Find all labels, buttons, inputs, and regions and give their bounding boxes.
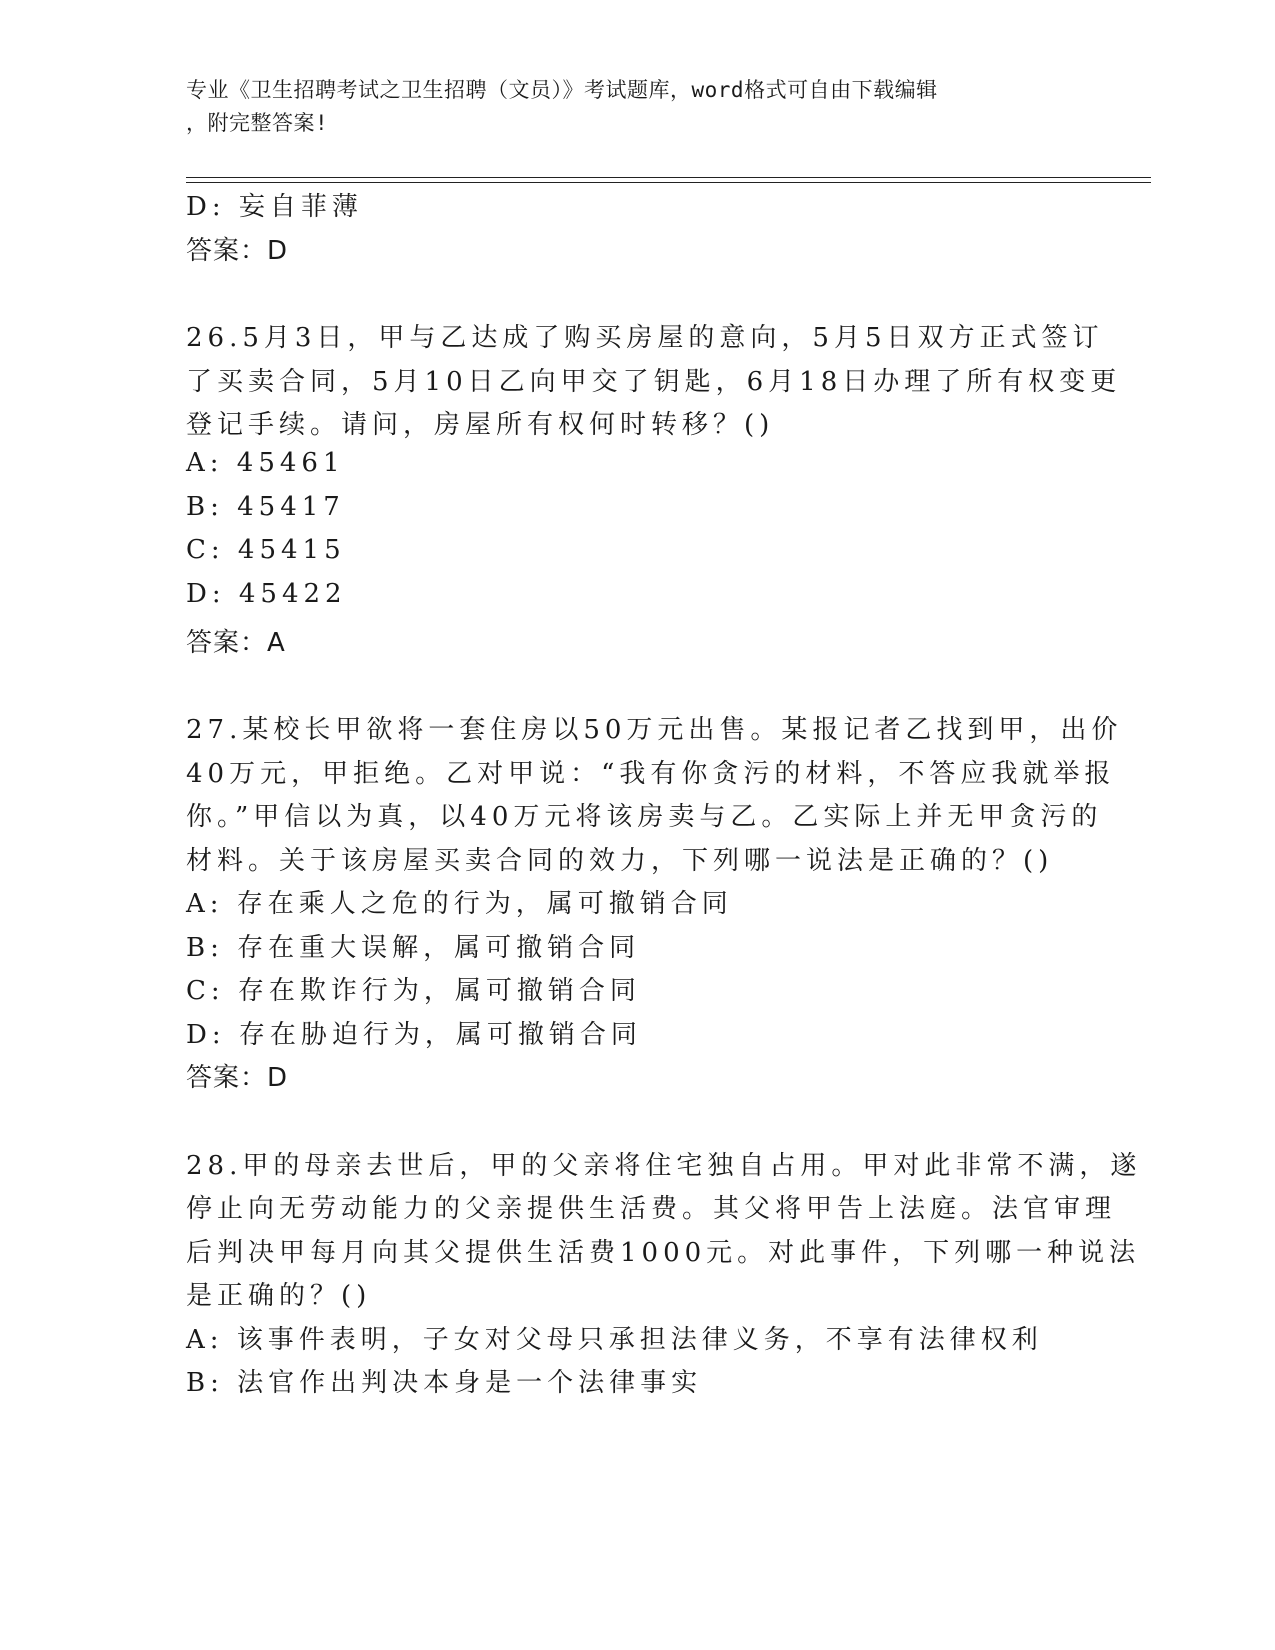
q27-option-d: D: 存在胁迫行为，属可撤销合同 bbox=[186, 1020, 642, 1050]
q27-text-line-2: 40万元，甲拒绝。乙对甲说：“我有你贪污的材料，不答应我就举报 bbox=[186, 759, 1116, 789]
q26-option-a: A: 45461 bbox=[186, 448, 345, 478]
prev-answer: 答案：D bbox=[186, 236, 289, 266]
header-line-2: ，附完整答案! bbox=[186, 111, 329, 135]
q27-option-a: A: 存在乘人之危的行为，属可撤销合同 bbox=[186, 889, 733, 919]
q28-text-line-4: 是正确的？() bbox=[186, 1281, 372, 1311]
q28-option-b: B: 法官作出判决本身是一个法律事实 bbox=[186, 1368, 703, 1398]
page-header bbox=[186, 74, 1076, 140]
q27-option-c: C: 存在欺诈行为，属可撤销合同 bbox=[186, 976, 641, 1006]
q27-answer: 答案：D bbox=[186, 1063, 289, 1093]
q26-text-line-2: 了买卖合同，5月10日乙向甲交了钥匙，6月18日办理了所有权变更 bbox=[186, 367, 1122, 397]
q26-option-c: C: 45415 bbox=[186, 535, 346, 565]
q27-text-line-4: 材料。关于该房屋买卖合同的效力，下列哪一说法是正确的？() bbox=[186, 846, 1054, 876]
header-rule-bottom bbox=[186, 182, 1151, 183]
q27-option-b: B: 存在重大误解，属可撤销合同 bbox=[186, 933, 641, 963]
q28-option-a: A: 该事件表明，子女对父母只承担法律义务，不享有法律权利 bbox=[186, 1325, 1043, 1355]
q26-answer: 答案：A bbox=[186, 628, 286, 658]
q26-text-line-1: 26.5月3日，甲与乙达成了购买房屋的意向，5月5日双方正式签订 bbox=[186, 323, 1104, 353]
q28-text-line-3: 后判决甲每月向其父提供生活费1000元。对此事件，下列哪一种说法 bbox=[186, 1238, 1141, 1268]
header-line-1: 专业《卫生招聘考试之卫生招聘（文员）》考试题库，word格式可自由下载编辑 bbox=[186, 78, 938, 102]
q26-text-line-3: 登记手续。请问，房屋所有权何时转移？() bbox=[186, 410, 775, 440]
q27-text-line-3: 你。”甲信以为真，以40万元将该房卖与乙。乙实际上并无甲贪污的 bbox=[186, 802, 1103, 832]
prev-option-d: D: 妄自菲薄 bbox=[186, 192, 363, 222]
q28-text-line-1: 28.甲的母亲去世后，甲的父亲将住宅独自占用。甲对此非常不满，遂 bbox=[186, 1151, 1142, 1181]
q28-text-line-2: 停止向无劳动能力的父亲提供生活费。其父将甲告上法庭。法官审理 bbox=[186, 1194, 1117, 1224]
q27-text-line-1: 27.某校长甲欲将一套住房以50万元出售。某报记者乙找到甲，出价 bbox=[186, 715, 1123, 745]
header-rule-top bbox=[186, 177, 1151, 178]
q26-option-d: D: 45422 bbox=[186, 579, 347, 609]
q26-option-b: B: 45417 bbox=[186, 492, 345, 522]
